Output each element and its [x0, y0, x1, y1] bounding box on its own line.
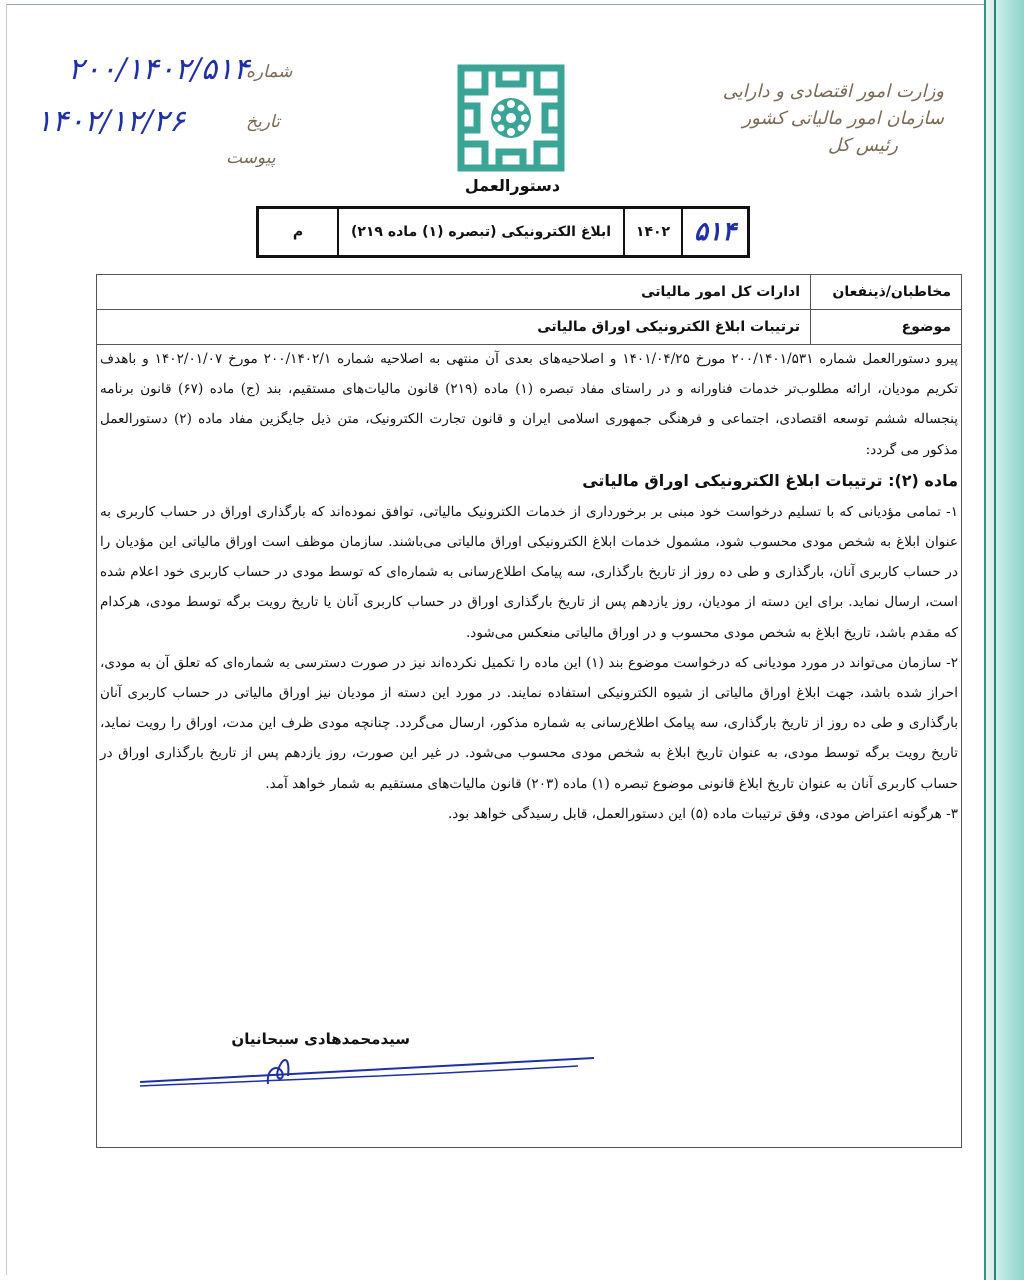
id-handwritten-number: ۵۱۴: [681, 209, 747, 255]
tax-organization-logo-icon: [455, 62, 567, 174]
subject-value: ترتیبات ابلاغ الکترونیکی اوراق مالیاتی: [97, 310, 811, 345]
recipients-label: مخاطبان/ذینفعان: [811, 275, 962, 310]
clause-3: ۳- هرگونه اعتراض مودی، وفق ترتیبات ماده (۵) این دستورالعمل، قابل رسیدگی خواهد بود.: [447, 805, 958, 822]
attachment-label: پیوست: [226, 148, 276, 168]
id-title: ابلاغ الکترونیکی (تبصره (۱) ماده ۲۱۹): [337, 209, 623, 255]
subject-label: موضوع: [811, 310, 962, 345]
signature-icon: [138, 1046, 598, 1096]
clause-2: ۲- سازمان می‌تواند در مورد مودیانی که درخواست موضوع بند (۱) این ماده را تکمیل نکرده‌اند نیز در صورت دسترسی به شماره‌ای که تعلق آن به مودی، احراز شده باشد، جهت ابلاغ اوراق مالیاتی از شیوه الکترونیکی استفاده نمایند. در مورد این دسته از مودیان نیز اوراق مالیاتی در حساب کاربری آنان بارگذاری و طی ده روز از تاریخ بارگذاری، سه پیامک اطلاع‌رسانی به شماره مذکور، ارسال می‌گردد. چنانچه مودی ظرف این مدت، اوراق را رویت نماید، تاریخ رویت برگه توسط مودی، به عنوان تاریخ ابلاغ به شخص مودی محسوب می‌شود. در غیر این صورت، روز یازدهم پس از تاریخ بارگذاری اوراق در حساب کاربری آنان به عنوان تاریخ ابلاغ قانونی موضوع تبصره (۱) ماده (۲۰۳) قانون مالیات‌های مستقیم به شمار خواهد آمد.: [100, 654, 958, 792]
article-heading: ماده (۲): ترتیبات ابلاغ الکترونیکی اوراق مالیاتی: [582, 470, 958, 490]
recipients-value: ادارات کل امور مالیاتی: [97, 275, 811, 310]
letterhead: [722, 78, 944, 159]
page-edge: [984, 0, 1024, 1280]
ministry-name: وزارت امور اقتصادی و دارایی: [722, 81, 944, 102]
recipients-row: [97, 275, 962, 310]
number-label: شماره: [246, 62, 293, 82]
id-year: ۱۴۰۲: [623, 209, 681, 255]
date-label: تاریخ: [246, 112, 280, 132]
id-code: م: [292, 224, 304, 240]
document-id-box: [256, 206, 750, 258]
letter-date: ۱۴۰۲/۱۲/۲۶: [36, 104, 186, 139]
body-text: [100, 344, 958, 829]
document-type: دستورالعمل: [464, 176, 561, 195]
intro-paragraph: پیرو دستورالعمل شماره ۲۰۰/۱۴۰۱/۵۳۱ مورخ ۱۴۰۱/۰۴/۲۵ و اصلاحیه‌های بعدی آن منتهی به اصلاحیه شماره ۲۰۰/۱۴۰۲/۱ مورخ ۱۴۰۲/۰۱/۰۷ و باهدف تکریم مودیان، ارائه مطلوب‌تر خدمات فناورانه و در راستای مفاد تبصره (۱) ماده (۲۱۹) قانون مالیات‌های مستقیم، بند (ج) ماده (۶۷) قانون برنامه پنجساله ششم توسعه اقتصادی، اجتماعی و فرهنگی جمهوری اسلامی ایران و قانون تجارت الکترونیک، متن ذیل جایگزین مفاد ماده (۲) دستورالعمل مذکور می گردد:: [100, 351, 959, 458]
organization-name: سازمان امور مالیاتی کشور: [742, 108, 944, 129]
office-title: رئیس کل: [827, 135, 898, 156]
signer-name: سیدمحمدهادی سبحانیان: [231, 1030, 410, 1048]
meta-table: [96, 274, 962, 345]
subject-row: [97, 310, 962, 345]
clause-1: ۱- تمامی مؤدیانی که با تسلیم درخواست خود مبنی بر برخورداری از خدمات الکترونیک مالیاتی، توافق نموده‌اند که بارگذاری اوراق در حساب کاربری به عنوان ابلاغ به شخص مودی محسوب شود، مشمول خدمات ابلاغ الکترونیکی اوراق مالیاتی می‌باشند. سازمان موظف است اوراق مالیاتی این مؤدیان را در حساب کاربری آنان، بارگذاری و طی ده روز از تاریخ بارگذاری، سه پیامک اطلاع‌رسانی به شماره‌ای که توسط مودی در حساب کاربری خود اعلام شده است، ارسال نماید. برای این دسته از مودیان، روز یازدهم پس از تاریخ بارگذاری اوراق در حساب کاربری آنان یا تاریخ رویت برگه توسط مودی، هرکدام که مقدم باشد، تاریخ ابلاغ به شخص مودی محسوب و در اوراق مالیاتی منعکس می‌شود.: [100, 503, 958, 641]
letter-number: ۲۰۰/۱۴۰۲/۵۱۴: [68, 52, 250, 87]
